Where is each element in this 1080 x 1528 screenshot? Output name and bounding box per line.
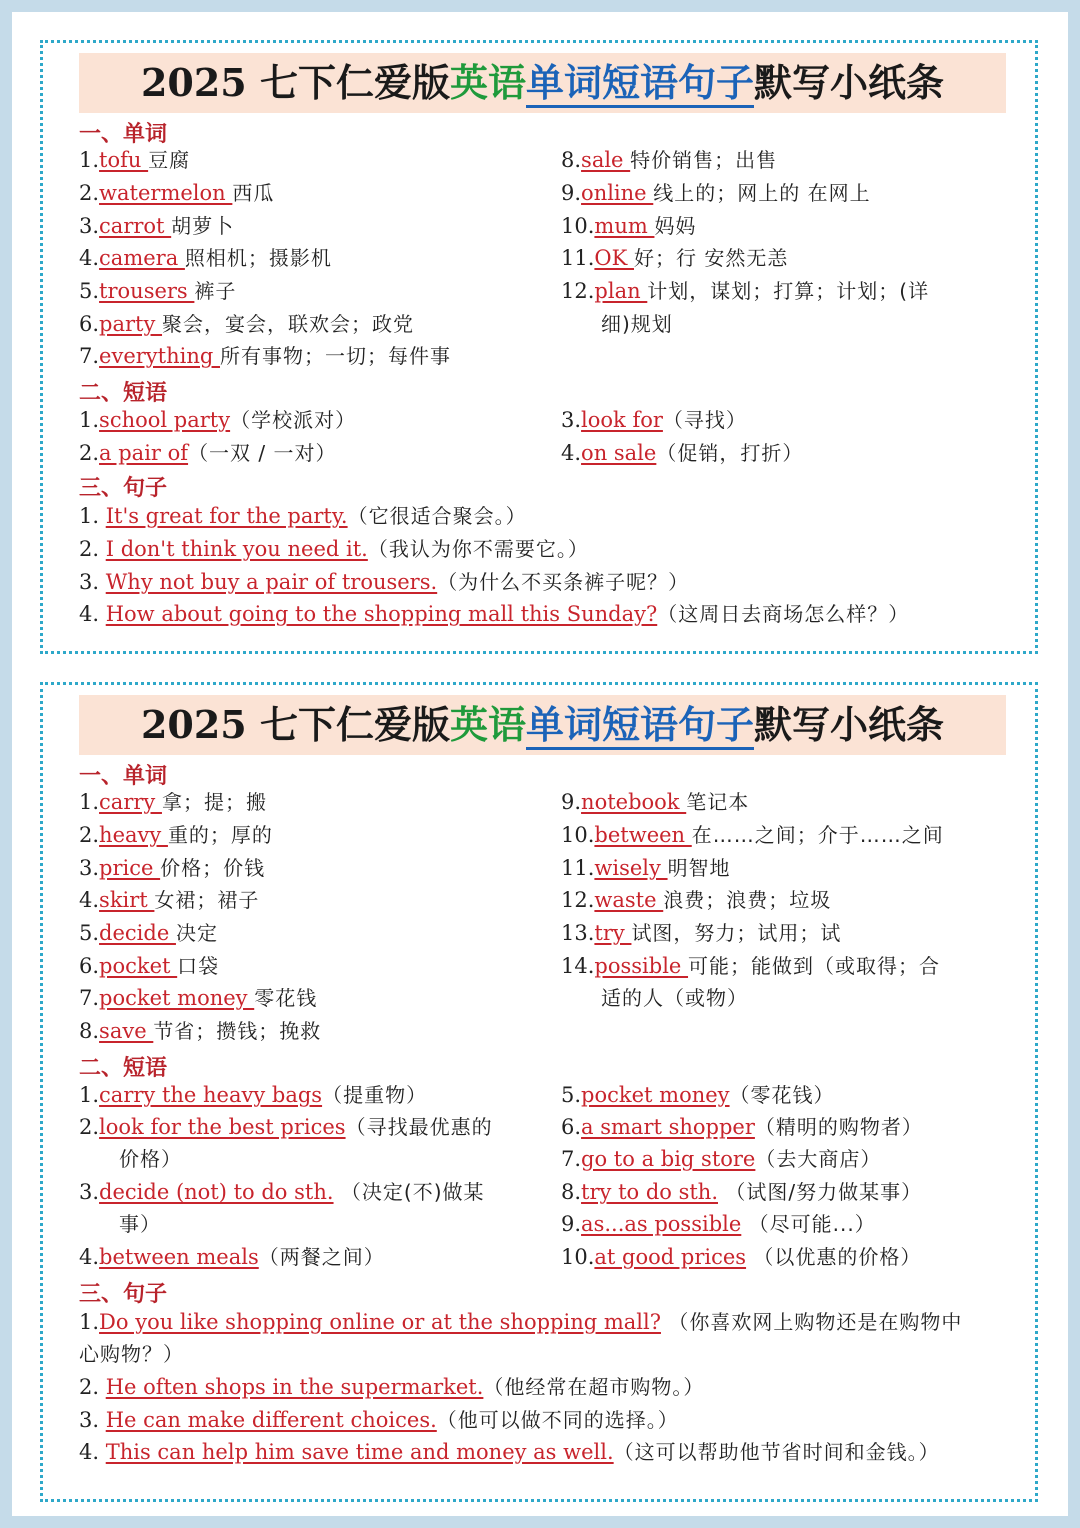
phrase-item: [561, 438, 803, 468]
item-english: plan: [594, 279, 648, 303]
sentence-item: [79, 599, 909, 629]
item-chinese: （寻找最优惠的: [345, 1115, 493, 1139]
phrase-item: [561, 1112, 923, 1142]
item-number: 5.: [561, 1083, 582, 1107]
item-number: 2.: [79, 1375, 106, 1399]
item-english: skirt: [99, 888, 155, 912]
item-english: camera: [99, 246, 185, 270]
word-item: [561, 853, 731, 883]
word-item: [79, 276, 236, 306]
item-chinese: 裤子: [194, 279, 237, 303]
item-chinese: 西瓜: [232, 181, 275, 205]
item-english: Why not buy a pair of trousers.: [105, 570, 438, 594]
item-chinese: 价格；价钱: [160, 856, 266, 880]
item-english: I don't think you need it.: [105, 537, 368, 561]
item-english: mum: [594, 214, 655, 238]
item-number: 4.: [79, 602, 106, 626]
item-chinese: （去大商店）: [755, 1147, 882, 1171]
item-chinese: （他可以做不同的选择。）: [436, 1408, 679, 1432]
item-number: 2.: [79, 441, 100, 465]
item-number: 2.: [79, 1115, 100, 1139]
item-number: 7.: [561, 1147, 582, 1171]
card-title: [79, 695, 1006, 755]
word-item: [561, 951, 940, 981]
item-number: 13.: [561, 921, 595, 945]
item-english: at good prices: [594, 1245, 747, 1269]
item-english: waste: [594, 888, 664, 912]
phrase-item: [561, 1144, 881, 1174]
item-english: It's great for the party.: [105, 504, 348, 528]
sentence-item: [79, 567, 689, 597]
phrase-item: [561, 1242, 921, 1272]
item-number: 10.: [561, 823, 595, 847]
item-english: go to a big store: [581, 1147, 756, 1171]
item-number: 12.: [561, 888, 595, 912]
item-english: notebook: [581, 790, 687, 814]
item-chinese: （两餐之间）: [258, 1245, 385, 1269]
item-number: 3.: [79, 856, 100, 880]
item-english: decide (not) to do sth.: [99, 1180, 334, 1204]
item-chinese: 聚会，宴会，联欢会；政党: [162, 312, 415, 336]
title-content: 单词短语句子: [526, 702, 754, 750]
item-english: on sale: [581, 441, 657, 465]
item-english: wisely: [594, 856, 668, 880]
item-chinese: 浪费；浪费；垃圾: [663, 888, 832, 912]
item-number: 1.: [79, 790, 100, 814]
word-item: [561, 885, 831, 915]
word-item: [79, 853, 265, 883]
item-number: 9.: [561, 790, 582, 814]
item-number: 4.: [79, 888, 100, 912]
phrase-item: [79, 1112, 493, 1142]
item-english: Do you like shopping online or at the shopping mall?: [99, 1310, 661, 1334]
title-subject: 英语: [449, 60, 526, 105]
item-chinese: 在……之间；介于……之间: [691, 823, 944, 847]
item-chinese: （以优惠的价格）: [746, 1245, 922, 1269]
item-chinese: 好；行 安然无恙: [634, 246, 789, 270]
item-number: 11.: [561, 856, 595, 880]
item-english: a pair of: [99, 441, 189, 465]
phrase-item: [79, 438, 337, 468]
item-number: 4.: [79, 1440, 106, 1464]
item-english: carry: [99, 790, 162, 814]
title-year-grade: 2025 七下仁爱版: [140, 60, 450, 105]
word-item: [79, 885, 259, 915]
item-chinese: （决定(不)做某: [333, 1180, 485, 1204]
item-chinese: （这可以帮助他节省时间和金钱。）: [613, 1440, 940, 1464]
item-english: possible: [594, 954, 689, 978]
item-number: 10.: [561, 1245, 595, 1269]
note-card-2: [40, 682, 1038, 1502]
item-english: How about going to the shopping mall this Sunday?: [105, 602, 658, 626]
item-number: 11.: [561, 246, 595, 270]
item-english: look for the best prices: [99, 1115, 346, 1139]
item-chinese: 笔记本: [686, 790, 750, 814]
sentence-item: [79, 1307, 962, 1337]
item-chinese: 节省；攒钱；挽救: [153, 1019, 322, 1043]
word-item: [561, 145, 777, 175]
item-chinese: 胡萝卜: [171, 214, 235, 238]
item-chinese: （一双 / 一对）: [188, 441, 337, 465]
item-chinese: 重的；厚的: [167, 823, 273, 847]
item-chinese: 妈妈: [654, 214, 697, 238]
item-number: 8.: [561, 1180, 582, 1204]
item-chinese: （这周日去商场怎么样？）: [657, 602, 910, 626]
section-heading-sentences: 三、句子: [79, 476, 168, 501]
item-number: 7.: [79, 986, 100, 1010]
item-chinese: （精明的购物者）: [754, 1115, 923, 1139]
item-number: 3.: [79, 214, 100, 238]
item-number: 3.: [79, 1408, 106, 1432]
item-chinese: 试图，努力；试用；试: [631, 921, 842, 945]
item-number: 12.: [561, 279, 595, 303]
note-card-1: [40, 40, 1038, 654]
item-english: He can make different choices.: [105, 1408, 437, 1432]
item-english: try: [594, 921, 632, 945]
word-item: [79, 820, 273, 850]
item-number: 1.: [79, 408, 100, 432]
item-number: 9.: [561, 1212, 582, 1236]
item-number: 2.: [79, 823, 100, 847]
item-number: 5.: [79, 921, 100, 945]
item-number: 9.: [561, 181, 582, 205]
item-chinese: （我认为你不需要它。）: [367, 537, 589, 561]
word-item: [79, 951, 219, 981]
item-chinese: 计划，谋划；打算；计划；(详: [647, 279, 930, 303]
word-item: [561, 820, 944, 850]
title-year-grade: 2025 七下仁爱版: [140, 702, 450, 747]
item-english: try to do sth.: [581, 1180, 718, 1204]
word-item-continuation: 适的人（或物）: [601, 986, 748, 1010]
item-number: 1.: [79, 1083, 100, 1107]
item-number: 3.: [561, 408, 582, 432]
card-title: [79, 53, 1006, 113]
sentence-item: [79, 501, 527, 531]
item-english: pocket: [99, 954, 178, 978]
item-chinese: （它很适合聚会。）: [347, 504, 527, 528]
section-heading-sentences: 三、句子: [79, 1282, 168, 1307]
phrase-item: [79, 1242, 385, 1272]
word-item: [561, 787, 749, 817]
section-heading-words: 一、单词: [79, 764, 168, 789]
word-item-continuation: 细)规划: [601, 312, 673, 336]
item-number: 5.: [79, 279, 100, 303]
sentence-item: [79, 1372, 704, 1402]
item-chinese: （寻找）: [662, 408, 747, 432]
item-english: decide: [99, 921, 176, 945]
word-item: [561, 178, 871, 208]
item-chinese: 零花钱: [254, 986, 318, 1010]
sentence-item: [79, 1405, 679, 1435]
phrase-item: [561, 1177, 922, 1207]
item-english: look for: [581, 408, 663, 432]
item-english: save: [99, 1019, 154, 1043]
item-english: heavy: [99, 823, 168, 847]
item-chinese: （尽可能...）: [741, 1212, 876, 1236]
item-english: He often shops in the supermarket.: [105, 1375, 484, 1399]
item-english: online: [581, 181, 654, 205]
item-english: price: [99, 856, 161, 880]
word-item: [561, 918, 841, 948]
item-english: pocket money: [581, 1083, 730, 1107]
item-english: sale: [581, 148, 631, 172]
title-suffix: 默写小纸条: [754, 702, 945, 747]
item-english: tofu: [99, 148, 149, 172]
item-english: carrot: [99, 214, 172, 238]
item-number: 1.: [79, 504, 106, 528]
item-english: party: [99, 312, 163, 336]
item-number: 4.: [561, 441, 582, 465]
item-english: carry the heavy bags: [99, 1083, 323, 1107]
word-item: [79, 243, 332, 273]
sentence-continuation: 心购物？）: [79, 1342, 184, 1366]
item-english: school party: [99, 408, 231, 432]
sentence-item: [79, 1437, 940, 1467]
item-english: OK: [594, 246, 634, 270]
phrase-item: [561, 1209, 876, 1239]
title-content: 单词短语句子: [526, 60, 754, 108]
item-chinese: 可能；能做到（或取得；合: [688, 954, 941, 978]
item-english: as...as possible: [581, 1212, 742, 1236]
item-number: 2.: [79, 537, 106, 561]
item-chinese: （试图/努力做某事）: [718, 1180, 923, 1204]
item-number: 1.: [79, 148, 100, 172]
item-english: between: [594, 823, 692, 847]
item-chinese: 特价销售；出售: [630, 148, 778, 172]
item-chinese: 所有事物；一切；每件事: [220, 344, 451, 368]
item-chinese: （他经常在超市购物。）: [483, 1375, 705, 1399]
word-item: [79, 341, 451, 371]
word-item: [79, 309, 414, 339]
word-item: [561, 211, 696, 241]
word-item: [79, 211, 234, 241]
item-chinese: 线上的；网上的 在网上: [653, 181, 871, 205]
phrase-continuation: 事）: [119, 1212, 161, 1236]
item-number: 14.: [561, 954, 595, 978]
title-suffix: 默写小纸条: [754, 60, 945, 105]
item-chinese: （零花钱）: [729, 1083, 835, 1107]
item-chinese: 豆腐: [148, 148, 191, 172]
item-number: 3.: [79, 1180, 100, 1204]
word-item: [79, 918, 218, 948]
item-chinese: 明智地: [667, 856, 731, 880]
item-chinese: 照相机；摄影机: [184, 246, 332, 270]
word-item: [79, 1016, 321, 1046]
item-english: trousers: [99, 279, 195, 303]
item-number: 8.: [561, 148, 582, 172]
word-item: [79, 178, 274, 208]
phrase-item: [79, 405, 356, 435]
item-chinese: （学校派对）: [230, 408, 357, 432]
item-chinese: （促销，打折）: [656, 441, 804, 465]
item-chinese: 拿；提；搬: [161, 790, 267, 814]
item-chinese: 决定: [175, 921, 218, 945]
word-item: [79, 787, 267, 817]
phrase-continuation: 价格）: [119, 1147, 182, 1171]
section-heading-words: 一、单词: [79, 122, 168, 147]
item-chinese: 口袋: [177, 954, 220, 978]
word-item: [79, 145, 190, 175]
item-number: 4.: [79, 246, 100, 270]
item-number: 6.: [79, 312, 100, 336]
item-english: pocket money: [99, 986, 255, 1010]
word-item: [561, 276, 929, 306]
item-number: 7.: [79, 344, 100, 368]
section-heading-phrases: 二、短语: [79, 1056, 168, 1081]
item-number: 1.: [79, 1310, 100, 1334]
item-english: This can help him save time and money as well.: [105, 1440, 614, 1464]
section-heading-phrases: 二、短语: [79, 381, 168, 406]
item-number: 2.: [79, 181, 100, 205]
phrase-item: [79, 1177, 485, 1207]
item-number: 4.: [79, 1245, 100, 1269]
item-english: a smart shopper: [581, 1115, 755, 1139]
item-number: 8.: [79, 1019, 100, 1043]
sentence-item: [79, 534, 589, 564]
item-chinese: （为什么不买条裤子呢？）: [437, 570, 690, 594]
item-chinese: （你喜欢网上购物还是在购物中: [660, 1310, 963, 1334]
item-chinese: （提重物）: [322, 1083, 428, 1107]
phrase-item: [79, 1080, 427, 1110]
item-number: 6.: [561, 1115, 582, 1139]
phrase-item: [561, 405, 747, 435]
word-item: [561, 243, 788, 273]
item-number: 3.: [79, 570, 106, 594]
item-english: between meals: [99, 1245, 259, 1269]
word-item: [79, 983, 317, 1013]
item-number: 6.: [79, 954, 100, 978]
item-english: watermelon: [99, 181, 233, 205]
title-subject: 英语: [449, 702, 526, 747]
phrase-item: [561, 1080, 835, 1110]
item-english: everything: [99, 344, 220, 368]
item-chinese: 女裙；裙子: [154, 888, 260, 912]
item-number: 10.: [561, 214, 595, 238]
